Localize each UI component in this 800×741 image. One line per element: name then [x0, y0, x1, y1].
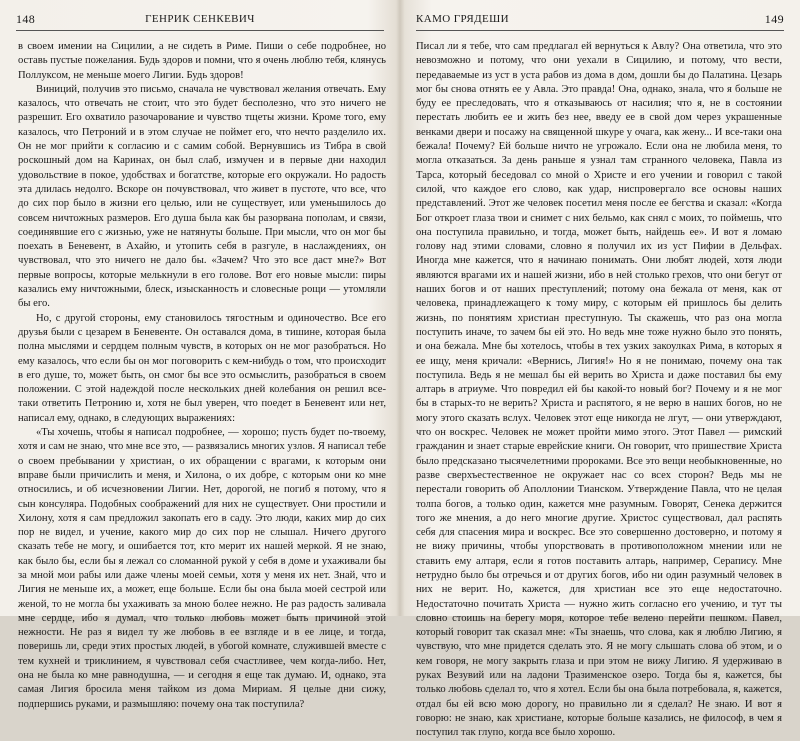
right-header-rule	[416, 30, 784, 31]
paragraph: Писал ли я тебе, что сам предлагал ей вернуться к Авлу? Она ответила, что это невозможно и потому, что они уехали в Сицилию, и потому, что вести, передаваемые из уст в уста рабов из дома в дом, дошли бы до Палатина. Цезарь мог бы снова отнять ее у Авла. Это правда! Она, однако, знала, что я больше не буду ее преследовать, что я отказываюсь от насилия; что я, не в состоянии перестать любить ее и жить без нее, введу ее в свой дом через украшенные венками двери и посажу на священной шкуре у очага, как жену... И все-таки она бежала! Почему? Ей больше ничто не угрожало. Если она не любила меня, то могла отказаться. За день раньше я узнал там странного человека, Павла из Тарса, который беседовал со мной о Христе и его учении и говорил с такой силой, что каждое его слово, как удар, ниспровергало все основы наших представлений. Этот же человек посетил меня после ее бегства и сказал: «Когда Бог откроет глаза твои и снимет с них бельмо, как снял с моих, то поймешь, что она поступила правильно, и тогда, может быть, найдешь ее». И вот я ломаю голову над этими словами, словно я получил их из уст Пифии в Дельфах. Иногда мне кажется, что я начинаю понимать. Они любят людей, хотя люди являются врагами их и нашей жизни, ибо в ней столько грехов, что они бегут от наших богов и от наших преступлений; потому она бежала от меня, как от человека, принадлежащего к тому миру, с которым ей пришлось бы делить жизнь, по понятиям христиан преступную. Ты скажешь, что раз она могла поступить иначе, то зачем бы ей это. Но ведь мне тоже нужно было это понять, и она бежала. Мне бы хотелось, чтобы в тех узких закоулках Рима, в которых я ее ищу, меня кричали: «Вернись, Лигия!» Но я не понимаю, почему она так поступила. Ведь я не мешал бы ей верить во Христа и даже поставил бы ему алтарь в атриуме. Что повредил ей бы какой-то новый бог? Почему и я не мог бы в старых-то не верить? Христа и распятого, я не верю в наших богов, но не могу этого сказать вслух. Человек этот еще никогда не лгут, — они утверждают, что он воскрес. Человек не может пройти мимо этого. Этот Павел — римский гражданин и знает старые еврейские книги. Он говорит, что пришествие Христа было предсказано тысячелетними пророками. Все это вещи необыкновенные, но разве сверхъестественное не окружает нас со всех сторон? Ведь мы не перестали говорить об Аполлонии Тианском. Утверждение Павла, что не целая толпа богов, а только один, кажется мне разумным. Говорят, Сенека держится того же мнения, а до него многие другие. Христос существовал, дал распять себя для спасения мира и воскрес. Все это совершенно достоверно, и потому я не вижу причины, чтобы упорствовать в противоположном мнении или не ставить ему алтаря, если я готов поставить алтарь, например, Серапису. Мне нетрудно было бы отречься и от других богов, ибо ни один разумный человек в них не верит. Но, кажется, для христиан все это еще недостаточно. Недостаточно почитать Христа — нужно жить согласно его учению, и тут ты словно стоишь на берегу моря, которое тебе велено перейти пешком. Павел, который говорит так сказал мне: «Ты знаешь, что слова, как я люблю Лигию, я чувствую, что мне придется сделать это. Я не могу слышать слова об этом, и о кем говоря, не могу закрыть глаза и при этом не вижу Лигию. Я удерживаю в руках Везувий или на ладони Тразименское озеро. Тогда бы я, кажется, бы только любовь сделал то, что я хотел. Если бы она была потребовала, я, кажется, отдал бы ей всю мою дорогу, но правильно ли я сделал? Не знаю. И вот я говорю: не знаю, как христиане, которые больше казались, не философ, в чем я поступил так глупо, когда все было хорошо.	[416, 41, 782, 739]
paragraph: Но, с другой стороны, ему становилось тягостным и одиночество. Все его друзья были с цезарем в Беневенте. Он оставался дома, в тишине, которая была полна мыслями и сердцем полным чувств, в которых он не мог разобраться. Но ему казалось, что если бы он мог поговорить с кем-нибудь о том, что происходит в его душе, то, может быть, он смог бы все это осмыслить, разобраться в своем положении. С этой надеждой после нескольких дней колебания он решил все-таки ответить Петронию и, хотя не был уверен, что поедет в Беневент или нет, написал ему, однако, в следующих выражениях:	[18, 312, 386, 424]
right-page-header	[416, 12, 784, 28]
right-page-body	[416, 40, 782, 739]
left-page-body	[18, 40, 386, 710]
right-running-title: КАМО ГРЯДЕШИ	[416, 13, 509, 25]
left-page-header	[16, 12, 384, 28]
left-page-number: 148	[16, 12, 36, 26]
left-running-title: ГЕНРИК СЕНКЕВИЧ	[145, 13, 255, 25]
right-page-number: 149	[764, 12, 784, 26]
paragraph: «Ты хочешь, чтобы я написал подробнее, — хорошо; пусть будет по-твоему, хотя и сам не знаю, что мне все это, — развязались многих узлов. Я написал тебе о своем пребывании у христиан, о их обращении с врагами, к которым они вправе были причислить и меня, и Хилона, о их добре, с которым они ко мне относились, и об исчезновении Лигии. Нет, дорогой, не погиб я потому, что я сын консуляра. Подобных соображений для них не существует. Они простили и Хилону, хотя я сам предложил закопать его в саду. Это люди, каких мир до сих пор не видел, и учение, какого мир до сих пор не слышал. Ничего другого сказать тебе не могу, и ошибается тот, кто мерит их нашей меркой. Я не знаю, как было бы, если бы я лежал со сломанной рукой у себя в доме и ухаживали бы за мной мои рабы или даже члены моей семьи, хотя у меня их нет. Знай, что и Лигия не меньше их, а может, еще больше. Если бы она была моей сестрой или женой, то не могла бы ухаживать за мною более нежно. Не раз радость заливала мне сердце, ибо я думал, что только любовь может быть причиной этой нежности. Не раз я видел ту же любовь в ее взгляде и в ее лице, и тогда, поверишь ли, среди этих простых людей, в убогой комнате, служившей вместе с тем кухней и триклинием, я чувствовал себя счастливее, чем когда-либо. Нет, она не была ко мне равнодушна, — и сегодня я еще так думаю. И, однако, эта самая Лигия бросила меня тайком из дома Мириам. Я целые дни сижу, подпершись руками, и размышляю: почему она так поступила?	[18, 427, 386, 710]
paragraph: в своем имении на Сицилии, а не сидеть в Риме. Пиши о себе подробнее, но оставь пустые пожелания. Будь здоров и помни, что я очень люблю тебя, клянусь Поллуксом, не меньше моего Лигии. Будь здоров!	[18, 41, 386, 81]
right-page	[400, 0, 800, 739]
paragraph: Виниций, получив это письмо, сначала не чувствовал желания отвечать. Ему казалось, что отвечать не стоит, что это будет бесполезно, что это ничего не разрешит. Его охватило разочарование и чувство тщеты жизни. Кроме того, ему казалось, что Петроний и в этом случае не поймет его, что нечто разделило их. Он не мог прийти к согласию и с самим собой. Вернувшись из Тибра в свой роскошный дом на Каринах, он был слаб, измучен и в первые дни находил удовольствие в покое, удобствах и богатстве, которые его окружали. Но радость эта длилась недолго. Вскоре он почувствовал, что живет в пустоте, что все, что до сих пор было в жизни его целью, или не существует, или уменьшилось до совсем ничтожных размеров. Его душа была как бы разорвана пополам, и связи, соединявшие его с жизнью, уже не натянуты больше. При мысли, что он мог бы поехать в Беневент, в Ахайю, и утопить себя в разгуле, в наслаждениях, он чувствовал, что это ничего не дало бы. «Зачем? Что это все даст мне?» Вот первые вопросы, которые мелькнули в его голове. Вот его новые мысли: пиры казались ему ничтожными, блеск, изысканность и словесные рощи — утомляли бы его.	[18, 83, 386, 310]
left-page	[0, 0, 400, 710]
left-header-rule	[16, 30, 384, 31]
